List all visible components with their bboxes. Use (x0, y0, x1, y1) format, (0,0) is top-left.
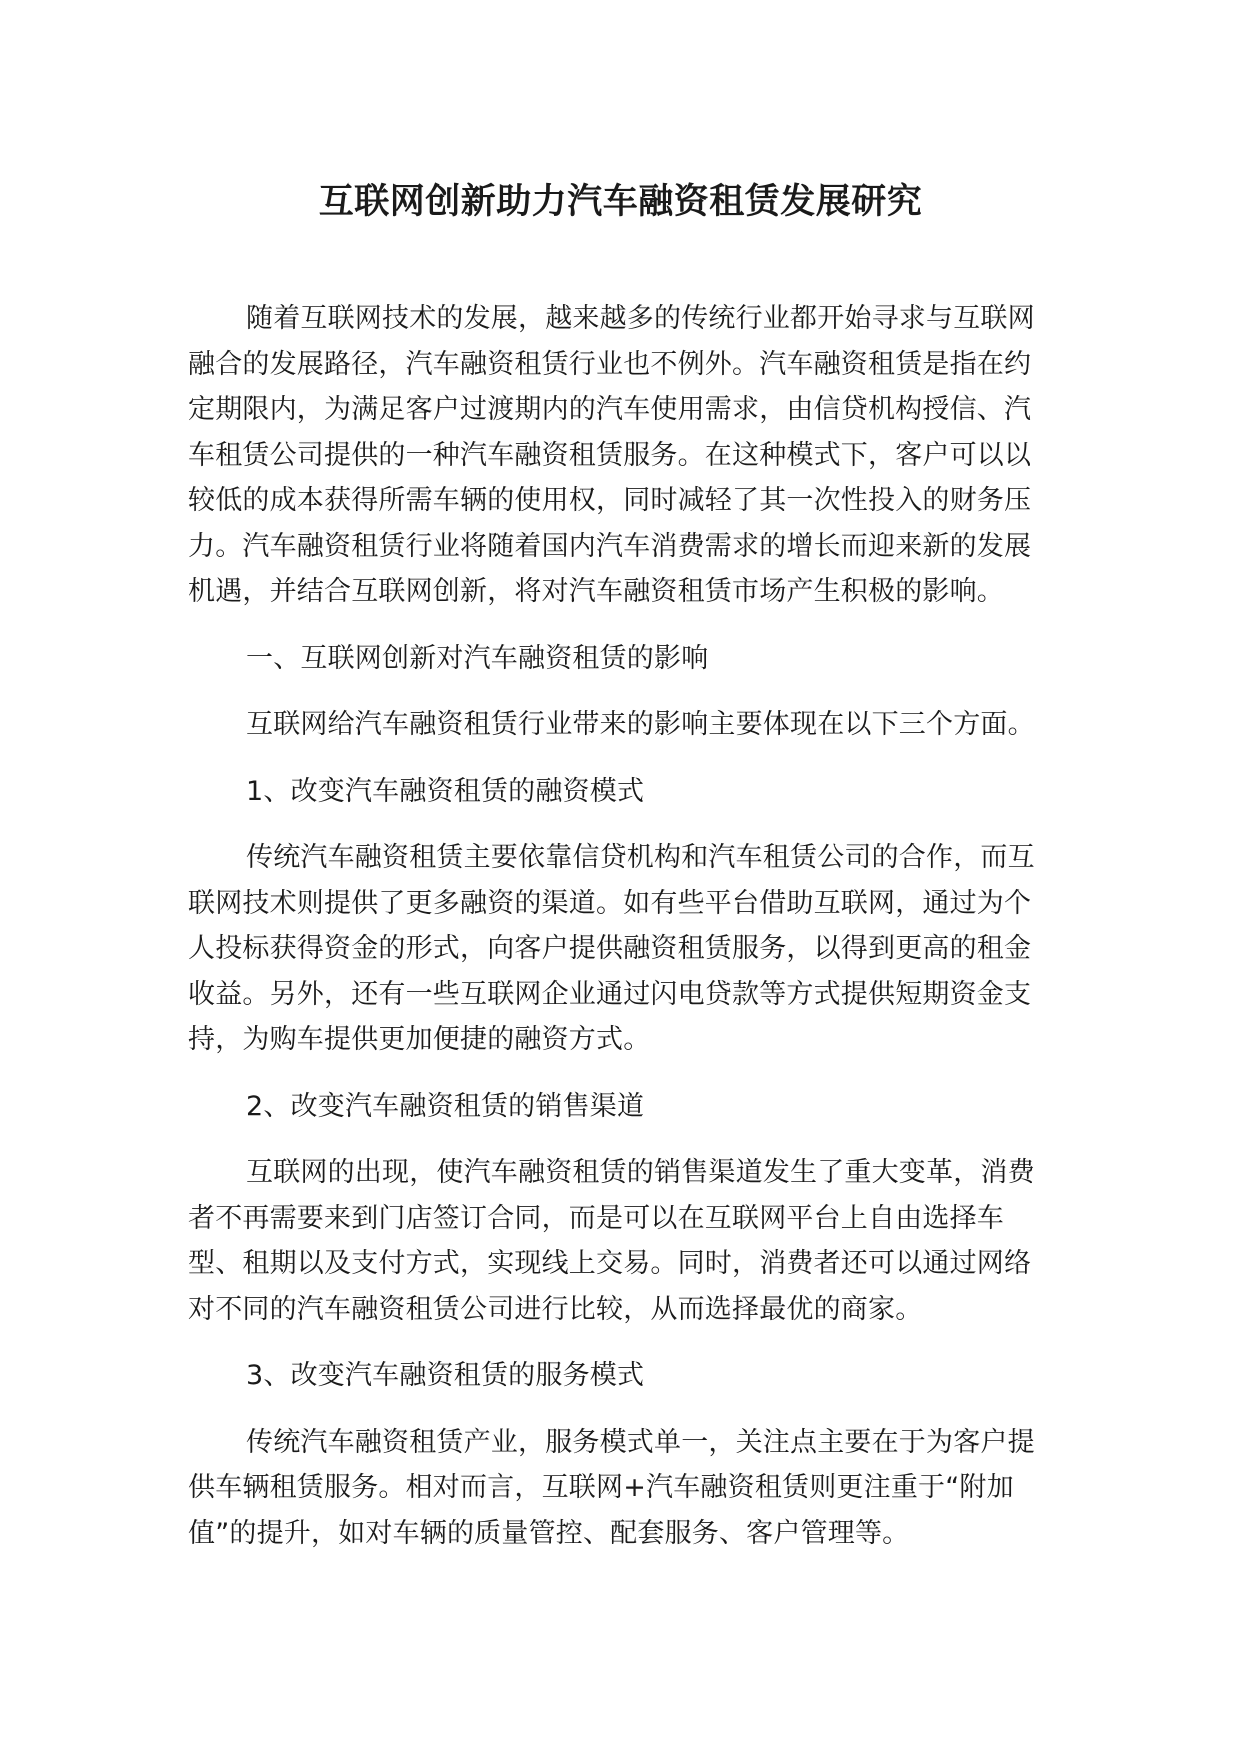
paragraph-sales-channel: 互联网的出现，使汽车融资租赁的销售渠道发生了重大变革，消费者不再需要来到门店签订合同，而是可以在互联网平台上自由选择车型、租期以及支付方式，实现线上交易。同时，消费者还可以通过网络对不同的汽车融资租赁公司进行比较，从而选择最优的商家。 (188, 1157, 1035, 1325)
paragraph-intro: 随着互联网技术的发展，越来越多的传统行业都开始寻求与互联网融合的发展路径，汽车融资租赁行业也不例外。汽车融资租赁是指在约定期限内，为满足客户过渡期内的汽车使用需求，由信贷机构授信、汽车租赁公司提供的一种汽车融资租赁服务。在这种模式下，客户可以以较低的成本获得所需车辆的使用权，同时减轻了其一次性投入的财务压力。汽车融资租赁行业将随着国内汽车消费需求的增长而迎来新的发展机遇，并结合互联网创新，将对汽车融资租赁市场产生积极的影响。 (188, 303, 1035, 607)
section-heading-1: 一、互联网创新对汽车融资租赁的影响 (246, 642, 709, 674)
subsection-heading-3: 3、改变汽车融资租赁的服务模式 (246, 1360, 645, 1391)
paragraph-financing-model: 传统汽车融资租赁主要依靠信贷机构和汽车租赁公司的合作，而互联网技术则提供了更多融资的渠道。如有些平台借助互联网，通过为个人投标获得资金的形式，向客户提供融资租赁服务，以得到更高的租金收益。另外，还有一些互联网企业通过闪电贷款等方式提供短期资金支持，为购车提供更加便捷的融资方式。 (188, 842, 1035, 1055)
subsection-heading-1: 1、改变汽车融资租赁的融资模式 (246, 775, 645, 807)
paragraph-service-model: 传统汽车融资租赁产业，服务模式单一，关注点主要在于为客户提供车辆租赁服务。相对而言，互联网+汽车融资租赁则更注重于“附加值”的提升，如对车辆的质量管控、配套服务、客户管理等。 (188, 1426, 1035, 1549)
document-title: 互联网创新助力汽车融资租赁发展研究 (318, 182, 923, 222)
paragraph-overview: 互联网给汽车融资租赁行业带来的影响主要体现在以下三个方面。 (246, 709, 1035, 740)
subsection-heading-2: 2、改变汽车融资租赁的销售渠道 (246, 1090, 645, 1122)
document-body (188, 296, 1058, 1577)
